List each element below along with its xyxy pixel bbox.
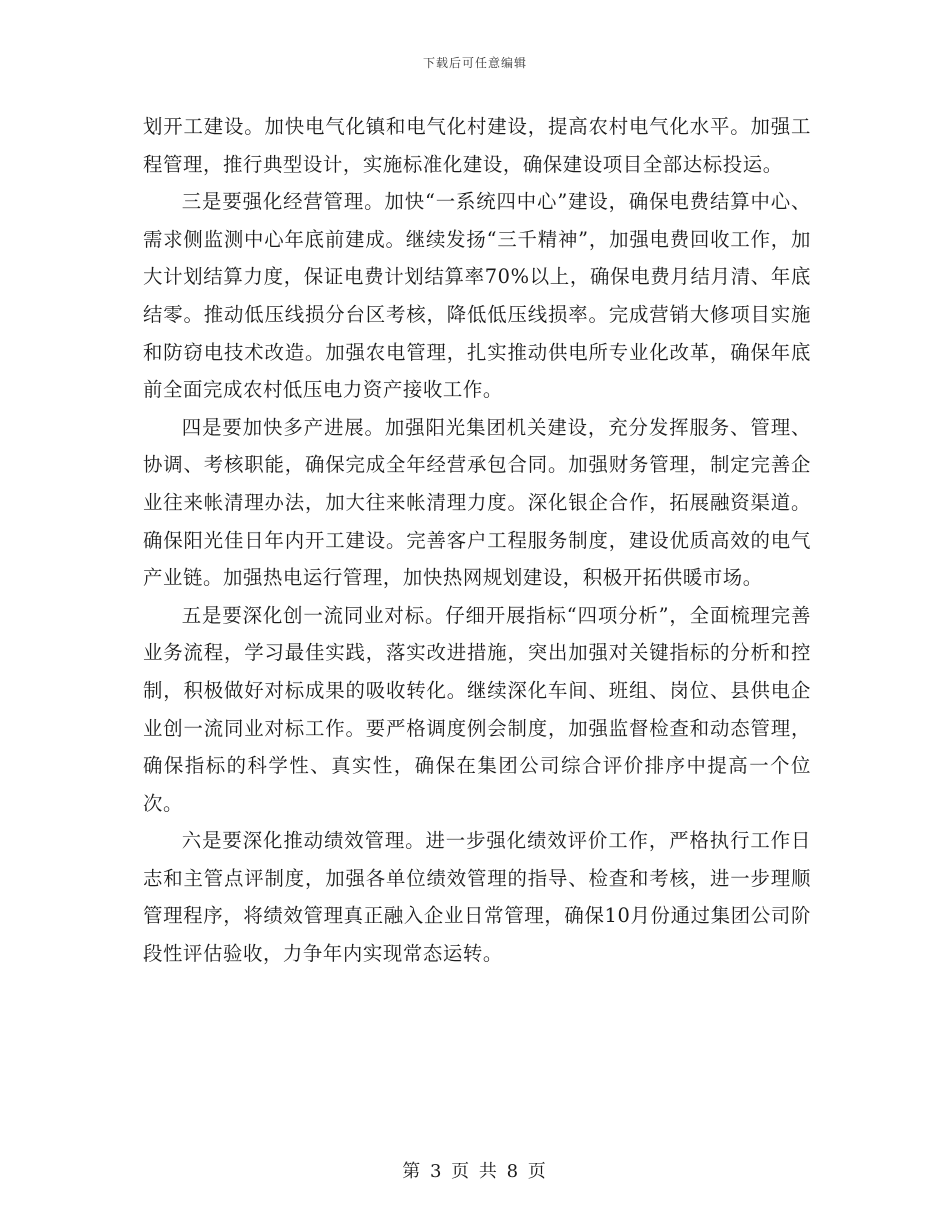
page-header: 下载后可任意编辑	[422, 56, 527, 70]
footer-suffix: 页	[527, 1161, 548, 1182]
paragraph-benchmarking: 五是要深化创一流同业对标。仔细开展指标“四项分析”，全面梳理完善业务流程，学习最佳实践，落实改进措施，突出加强对关键指标的分析和控制，积极做好对标成果的吸收转化。继续深化车间、班组、岗位、县供电企业创一流同业对标工作。要严格调度例会制度，加强监督检查和动态管理，确保指标的科学性、真实性，确保在集团公司综合评价排序中提高一个位次。	[143, 603, 811, 815]
paragraph-continuation: 划开工建设。加快电气化镇和电气化村建设，提高农村电气化水平。加强工程管理，推行典型设计，实施标准化建设，确保建设项目全部达标投运。	[143, 115, 811, 176]
total-page-count: 8	[506, 1161, 521, 1182]
paragraph-operations-management: 三是要强化经营管理。加快“一系统四中心”建设，确保电费结算中心、需求侧监测中心年底前建成。继续发扬“三千精神”，加强电费回收工作，加大计划结算力度，保证电费计划结算率70%以上，确保电费月结月清、年底结零。推动低压线损分台区考核，降低低压线损率。完成营销大修项目实施和防窃电技术改造。加强农电管理，扎实推动供电所专业化改革，确保年底前全面完成农村低压电力资产接收工作。	[143, 190, 811, 402]
footer-prefix: 第	[402, 1161, 423, 1182]
footer-middle: 页 共	[451, 1161, 499, 1182]
paragraph-multi-industry: 四是要加快多产进展。加强阳光集团机关建设，充分发挥服务、管理、协调、考核职能，确保完成全年经营承包合同。加强财务管理，制定完善企业往来帐清理办法，加大往来帐清理力度。深化银企合作，拓展融资渠道。确保阳光佳日年内开工建设。完善客户工程服务制度，建设优质高效的电气产业链。加强热电运行管理，加快热网规划建设，积极开拓供暖市场。	[143, 415, 811, 590]
current-page-number: 3	[429, 1161, 444, 1182]
document-body	[143, 108, 811, 973]
paragraph-performance-management: 六是要深化推动绩效管理。进一步强化绩效评价工作，严格执行工作日志和主管点评制度，加强各单位绩效管理的指导、检查和考核，进一步理顺管理程序，将绩效管理真正融入企业日常管理，确保10月份通过集团公司阶段性评估验收，力争年内实现常态运转。	[143, 829, 811, 966]
page-footer	[0, 1157, 950, 1183]
